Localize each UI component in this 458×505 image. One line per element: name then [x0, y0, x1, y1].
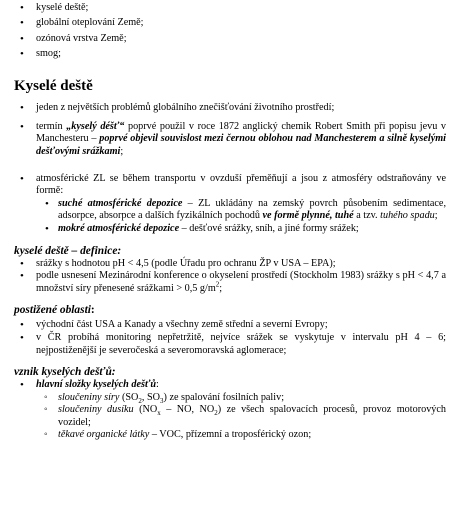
intro-list: [14, 2, 446, 63]
document-page: [0, 2, 458, 505]
section-heading: Kyselé deště: [14, 78, 93, 95]
list-item: • globální oteplování Země;: [14, 17, 446, 32]
list-item: • atmosférické ZL se během transportu v ovzduší přeměňují a jsou z atmosféry odstraňovány ve formě:: [14, 173, 446, 198]
list-item: • východní část USA a Kanady a všechny země střední a severní Evropy;: [14, 319, 446, 332]
origin-list: [14, 379, 446, 442]
list-item: • ozónová vrstva Země;: [14, 33, 446, 48]
list-item: • hlavní složky kyselých dešťů:: [14, 379, 446, 392]
definition-title: kyselé deště – definice:: [14, 244, 122, 257]
general-list: [14, 102, 446, 158]
list-item: • jeden z největších problémů globálního znečišťování životního prostředí;: [14, 102, 446, 115]
list-item: • smog;: [14, 48, 446, 63]
list-item: • kyselé deště;: [14, 2, 446, 17]
origin-title: vznik kyselých dešťů:: [14, 366, 116, 379]
term: „kyselý déšť“: [66, 120, 125, 132]
list-item: • v ČR probíhá monitoring nepřetržitě, nejvíce srážek se vyskytuje v intervalu pH 4 – 6; nejpostiženější je severočeská a severomoravská aglomerace;: [14, 332, 446, 357]
list-item: • srážky s hodnotou pH < 4,5 (podle Úřadu pro ochranu ŽP v USA – EPA);: [14, 258, 446, 271]
list-item: • mokré atmosférické depozice – dešťové srážky, sníh, a jiné formy srážek;: [36, 223, 446, 236]
deposition-list: [14, 173, 446, 236]
affected-title: postižené oblasti:: [14, 304, 95, 317]
list-item: • suché atmosférické depozice – ZL ukládány na zemský povrch působením sedimentace, adsorpce, absorpce a dalších fyzikálních pochodů ve formě plynné, tuhé a tzv. tuhého spadu;: [36, 198, 446, 223]
list-item: ◦ těkavé organické látky – VOC, přízemní a troposférický ozon;: [36, 429, 446, 442]
list-item: ◦ sloučeniny síry ($SO_2$, $SO_3$) ze spalování fosilních paliv;: [36, 392, 446, 405]
affected-list: [14, 319, 446, 357]
list-item: • termín „kyselý déšť“ poprvé použil v roce 1872 anglický chemik Robert Smith při popisu jevu v Manchesteru – poprvé objevil souvislost mezi černou oblohou nad Manchesterem a silně kyselými dešťovými srážkami;: [14, 121, 446, 159]
list-item: • podle usnesení Mezinárodní konference o okyselení prostředí (Stockholm 1983) srážky s pH < 4,7 a množství síry přenesené srážkami > 0,5 $g/m^2$;: [14, 270, 446, 295]
list-item: ◦ sloučeniny dusíku ($NO_x$ – NO, $NO_2$) ze všech spalovacích procesů, provoz motorových vozidel;: [36, 404, 446, 429]
definition-list: [14, 258, 446, 296]
